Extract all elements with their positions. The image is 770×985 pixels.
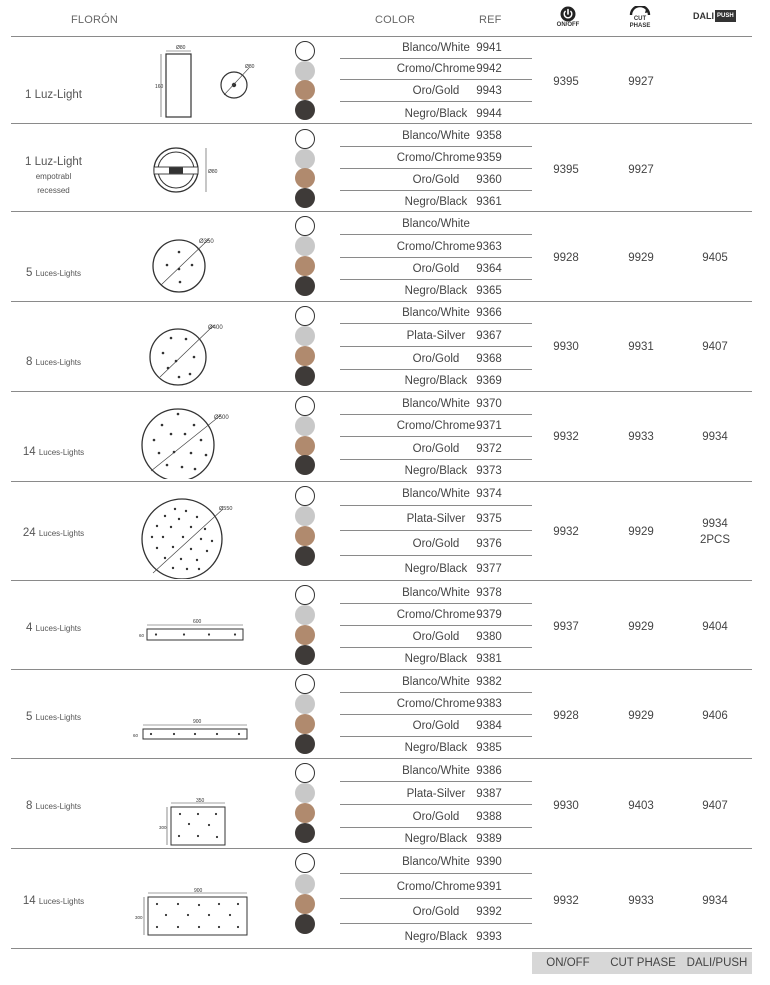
color-name: Oro/Gold xyxy=(412,631,460,643)
dimension-height: 160 xyxy=(155,84,164,90)
ref-code: 9381 xyxy=(476,653,502,665)
onoff-ref: 9928 xyxy=(553,252,579,264)
color-name: Plata-Silver xyxy=(406,788,466,800)
color-name: Oro/Gold xyxy=(412,538,460,550)
ref-code: 9375 xyxy=(476,513,502,525)
swatch-white xyxy=(295,674,315,694)
ref-code: 9364 xyxy=(476,263,502,275)
table-header xyxy=(0,0,770,36)
swatch-gold xyxy=(295,894,315,914)
cut-phase-ref: 9929 xyxy=(628,621,654,633)
dimension-height: 300 xyxy=(159,825,167,830)
row-divider xyxy=(340,647,532,648)
row-divider xyxy=(340,79,532,80)
swatch-gold xyxy=(295,803,315,823)
ref-code: 9387 xyxy=(476,788,502,800)
row-divider xyxy=(340,190,532,191)
dali-push-ref: 9405 xyxy=(702,252,728,264)
product-row xyxy=(11,37,752,124)
onoff-ref: 9932 xyxy=(553,526,579,538)
swatch-chrome xyxy=(295,874,315,894)
ref-code: 9384 xyxy=(476,720,502,732)
color-name: Blanco/White xyxy=(402,765,470,777)
color-name: Oro/Gold xyxy=(412,720,460,732)
dali-push-qty: 2PCS xyxy=(699,534,731,546)
product-drawing xyxy=(149,235,239,297)
row-divider xyxy=(340,234,532,235)
product-row xyxy=(11,671,752,759)
swatch-white xyxy=(295,763,315,783)
ref-code: 9385 xyxy=(476,742,502,754)
row-divider xyxy=(340,146,532,147)
onoff-icon-label: ON/OFF xyxy=(556,22,580,28)
product-drawing xyxy=(146,143,236,203)
row-divider xyxy=(340,436,532,437)
ref-code: 9944 xyxy=(476,108,502,120)
ref-code: 9376 xyxy=(476,538,502,550)
swatch-gold xyxy=(295,346,315,366)
row-divider xyxy=(340,58,532,59)
swatch-white xyxy=(295,41,315,61)
cut-phase-ref: 9927 xyxy=(628,76,654,88)
dali-push-ref: 9934 xyxy=(702,518,728,530)
product-drawing xyxy=(135,885,251,937)
ref-code: 9358 xyxy=(476,130,502,142)
ref-code: 9365 xyxy=(476,285,502,297)
swatch-chrome xyxy=(295,605,315,625)
product-row xyxy=(11,125,752,212)
dimension-diameter: Ø550 xyxy=(219,506,233,512)
ref-code: 9359 xyxy=(476,152,502,164)
swatch-gold xyxy=(295,526,315,546)
dimmer-arc-icon xyxy=(629,6,651,16)
row-divider xyxy=(340,346,532,347)
dali-push-ref: 9407 xyxy=(702,341,728,353)
swatch-gold xyxy=(295,714,315,734)
color-header: COLOR xyxy=(375,14,416,26)
product-name: 8 Luces-Lights xyxy=(26,356,81,368)
floron-header: FLORÓN xyxy=(71,14,119,26)
ref-code: 9389 xyxy=(476,833,502,845)
swatch-gold xyxy=(295,80,315,100)
product-row xyxy=(11,393,752,482)
onoff-ref: 9930 xyxy=(553,341,579,353)
ref-code: 9368 xyxy=(476,353,502,365)
color-name: Oro/Gold xyxy=(412,443,460,455)
swatch-white xyxy=(295,216,315,236)
cut-phase-ref: 9931 xyxy=(628,341,654,353)
swatch-gold xyxy=(295,168,315,188)
ref-code: 9377 xyxy=(476,563,502,575)
ref-code: 9367 xyxy=(476,330,502,342)
dali-push-ref: 9407 xyxy=(702,800,728,812)
dimension-diameter: Ø80 xyxy=(245,64,255,70)
row-divider xyxy=(340,827,532,828)
color-name: Cromo/Chrome xyxy=(396,63,476,75)
product-subtitle: empotrabl xyxy=(35,172,72,181)
color-name: Cromo/Chrome xyxy=(396,420,476,432)
cut-icon-label: CUT xyxy=(633,16,647,22)
swatch-black xyxy=(295,546,315,566)
color-name: Oro/Gold xyxy=(412,174,460,186)
dimension-width: 350 xyxy=(196,798,205,804)
swatch-black xyxy=(295,366,315,386)
product-name: 24 Luces-Lights xyxy=(22,527,85,539)
ref-code: 9393 xyxy=(476,931,502,943)
ref-code: 9366 xyxy=(476,307,502,319)
color-name: Plata-Silver xyxy=(406,330,466,342)
cut-phase-ref: 9933 xyxy=(628,895,654,907)
swatch-white xyxy=(295,129,315,149)
ref-header: REF xyxy=(479,14,502,26)
row-divider xyxy=(340,898,532,899)
color-name: Oro/Gold xyxy=(412,263,460,275)
color-name: Oro/Gold xyxy=(412,811,460,823)
dimension-width: 900 xyxy=(193,719,202,725)
row-divider xyxy=(340,736,532,737)
swatch-gold xyxy=(295,436,315,456)
swatch-black xyxy=(295,823,315,843)
color-name: Oro/Gold xyxy=(412,85,460,97)
footer-legend xyxy=(532,952,752,974)
ref-code: 9373 xyxy=(476,465,502,477)
color-name: Negro/Black xyxy=(404,833,468,845)
ref-code: 9941 xyxy=(476,42,502,54)
ref-code: 9386 xyxy=(476,765,502,777)
swatch-chrome xyxy=(295,326,315,346)
footer-onoff: ON/OFF xyxy=(546,957,590,969)
ref-code: 9380 xyxy=(476,631,502,643)
product-name: 5 Luces-Lights xyxy=(26,267,81,279)
row-divider xyxy=(340,714,532,715)
row-divider xyxy=(340,279,532,280)
swatch-chrome xyxy=(295,236,315,256)
ref-code: 9370 xyxy=(476,398,502,410)
ref-code: 9943 xyxy=(476,85,502,97)
color-name: Cromo/Chrome xyxy=(396,609,476,621)
product-row xyxy=(11,760,752,849)
swatch-white xyxy=(295,853,315,873)
swatch-white xyxy=(295,585,315,605)
row-divider xyxy=(340,692,532,693)
product-name: 1 Luz-Light xyxy=(25,89,82,101)
color-name: Plata-Silver xyxy=(406,513,466,525)
color-name: Negro/Black xyxy=(404,108,468,120)
product-subtitle: recessed xyxy=(37,186,70,195)
ref-code: 9371 xyxy=(476,420,502,432)
color-name: Blanco/White xyxy=(402,307,470,319)
row-divider xyxy=(340,505,532,506)
swatch-chrome xyxy=(295,416,315,436)
swatch-black xyxy=(295,455,315,475)
row-divider xyxy=(340,923,532,924)
row-divider xyxy=(340,414,532,415)
color-name: Negro/Black xyxy=(404,563,468,575)
dali-push-header xyxy=(693,10,733,22)
color-name: Blanco/White xyxy=(402,488,470,500)
dimension-height: 60 xyxy=(139,633,145,638)
ref-code: 9942 xyxy=(476,63,502,75)
swatch-gold xyxy=(295,625,315,645)
color-name: Blanco/White xyxy=(402,42,470,54)
dimension-diameter: Ø500 xyxy=(214,415,229,421)
row-divider xyxy=(340,459,532,460)
color-name: Blanco/White xyxy=(402,130,470,142)
swatch-black xyxy=(295,645,315,665)
ref-code: 9372 xyxy=(476,443,502,455)
row-divider xyxy=(340,369,532,370)
swatch-chrome xyxy=(295,694,315,714)
row-divider xyxy=(340,168,532,169)
phase-icon-label: PHASE xyxy=(629,23,651,29)
product-name: 1 Luz-Light empotrabl recessed xyxy=(11,155,96,198)
dimension-width: 900 xyxy=(194,888,203,894)
color-name: Negro/Black xyxy=(404,375,468,387)
product-row xyxy=(11,850,752,949)
row-divider xyxy=(340,625,532,626)
cut-phase-ref: 9403 xyxy=(628,800,654,812)
color-name: Cromo/Chrome xyxy=(396,152,476,164)
dimension-height: 300 xyxy=(135,915,143,920)
color-name: Cromo/Chrome xyxy=(396,881,476,893)
product-row xyxy=(11,582,752,670)
swatch-black xyxy=(295,914,315,934)
color-name: Blanco/White xyxy=(402,856,470,868)
ref-code: 9374 xyxy=(476,488,502,500)
cut-phase-header xyxy=(624,6,656,30)
swatch-gold xyxy=(295,256,315,276)
color-name: Oro/Gold xyxy=(412,353,460,365)
swatch-black xyxy=(295,734,315,754)
color-name: Cromo/Chrome xyxy=(396,241,476,253)
dimension-width: 600 xyxy=(193,619,202,625)
row-divider xyxy=(340,781,532,782)
product-drawing xyxy=(133,717,263,747)
product-drawing xyxy=(139,407,249,479)
product-drawing xyxy=(141,41,261,121)
onoff-ref: 9932 xyxy=(553,895,579,907)
color-name: Cromo/Chrome xyxy=(396,698,476,710)
color-name: Negro/Black xyxy=(404,653,468,665)
row-divider xyxy=(340,257,532,258)
ref-code: 9383 xyxy=(476,698,502,710)
dimension-height: 60 xyxy=(133,733,139,738)
product-drawing xyxy=(139,497,249,579)
dali-push-ref: 9934 xyxy=(702,895,728,907)
row-divider xyxy=(340,804,532,805)
ref-code: 9388 xyxy=(476,811,502,823)
onoff-ref: 9928 xyxy=(553,710,579,722)
ref-code: 9378 xyxy=(476,587,502,599)
ref-code: 9363 xyxy=(476,241,502,253)
product-drawing xyxy=(159,795,239,847)
color-name: Negro/Black xyxy=(404,742,468,754)
ref-code: 9360 xyxy=(476,174,502,186)
swatch-chrome xyxy=(295,783,315,803)
dimension-height: Ø80 xyxy=(208,169,218,175)
ref-code: 9382 xyxy=(476,676,502,688)
product-drawing xyxy=(146,319,241,389)
row-divider xyxy=(340,101,532,102)
swatch-white xyxy=(295,306,315,326)
color-name: Negro/Black xyxy=(404,196,468,208)
color-name: Negro/Black xyxy=(404,465,468,477)
footer-dali-push: DALI/PUSH xyxy=(686,957,748,969)
swatch-black xyxy=(295,276,315,296)
product-drawing xyxy=(139,616,249,646)
onoff-ref: 9395 xyxy=(553,164,579,176)
product-name: 8 Luces-Lights xyxy=(26,800,81,812)
swatch-black xyxy=(295,100,315,120)
ref-code: 9361 xyxy=(476,196,502,208)
product-row xyxy=(11,483,752,581)
row-divider xyxy=(340,873,532,874)
onoff-ref: 9930 xyxy=(553,800,579,812)
onoff-header xyxy=(553,6,583,29)
dimension-width: Ø80 xyxy=(176,45,186,51)
color-name: Blanco/White xyxy=(402,218,470,230)
cut-phase-ref: 9933 xyxy=(628,431,654,443)
cut-phase-ref: 9927 xyxy=(628,164,654,176)
ref-code: 9379 xyxy=(476,609,502,621)
product-name: 14 Luces-Lights xyxy=(22,446,85,458)
product-name: 5 Luces-Lights xyxy=(26,711,81,723)
dali-push-ref: 9406 xyxy=(702,710,728,722)
onoff-ref: 9395 xyxy=(553,76,579,88)
color-name: Oro/Gold xyxy=(412,906,460,918)
swatch-chrome xyxy=(295,506,315,526)
color-name: Blanco/White xyxy=(402,676,470,688)
cut-phase-ref: 9929 xyxy=(628,252,654,264)
row-divider xyxy=(340,323,532,324)
onoff-ref: 9932 xyxy=(553,431,579,443)
product-name: 14 Luces-Lights xyxy=(22,895,85,907)
footer-cut-phase: CUT PHASE xyxy=(610,957,676,969)
dali-push-ref: 9404 xyxy=(702,621,728,633)
dimension-diameter: Ø400 xyxy=(208,325,223,331)
dali-label: DALI xyxy=(693,11,714,21)
ref-code: 9392 xyxy=(476,906,502,918)
ref-code: 9391 xyxy=(476,881,502,893)
ref-code: 9369 xyxy=(476,375,502,387)
color-name: Blanco/White xyxy=(402,398,470,410)
power-icon xyxy=(560,6,576,22)
onoff-ref: 9937 xyxy=(553,621,579,633)
row-divider xyxy=(340,555,532,556)
color-name: Negro/Black xyxy=(404,285,468,297)
ref-code: 9390 xyxy=(476,856,502,868)
cut-phase-ref: 9929 xyxy=(628,526,654,538)
dimension-diameter: Ø350 xyxy=(199,239,214,245)
product-row xyxy=(11,303,752,392)
swatch-chrome xyxy=(295,149,315,169)
row-divider xyxy=(340,530,532,531)
color-name: Blanco/White xyxy=(402,587,470,599)
swatch-white xyxy=(295,396,315,416)
cut-phase-ref: 9929 xyxy=(628,710,654,722)
row-divider xyxy=(340,603,532,604)
product-name: 4 Luces-Lights xyxy=(26,622,81,634)
swatch-white xyxy=(295,486,315,506)
color-name: Negro/Black xyxy=(404,931,468,943)
push-badge: PUSH xyxy=(715,10,736,22)
product-row xyxy=(11,213,752,302)
dali-push-ref: 9934 xyxy=(702,431,728,443)
swatch-black xyxy=(295,188,315,208)
swatch-chrome xyxy=(295,61,315,81)
